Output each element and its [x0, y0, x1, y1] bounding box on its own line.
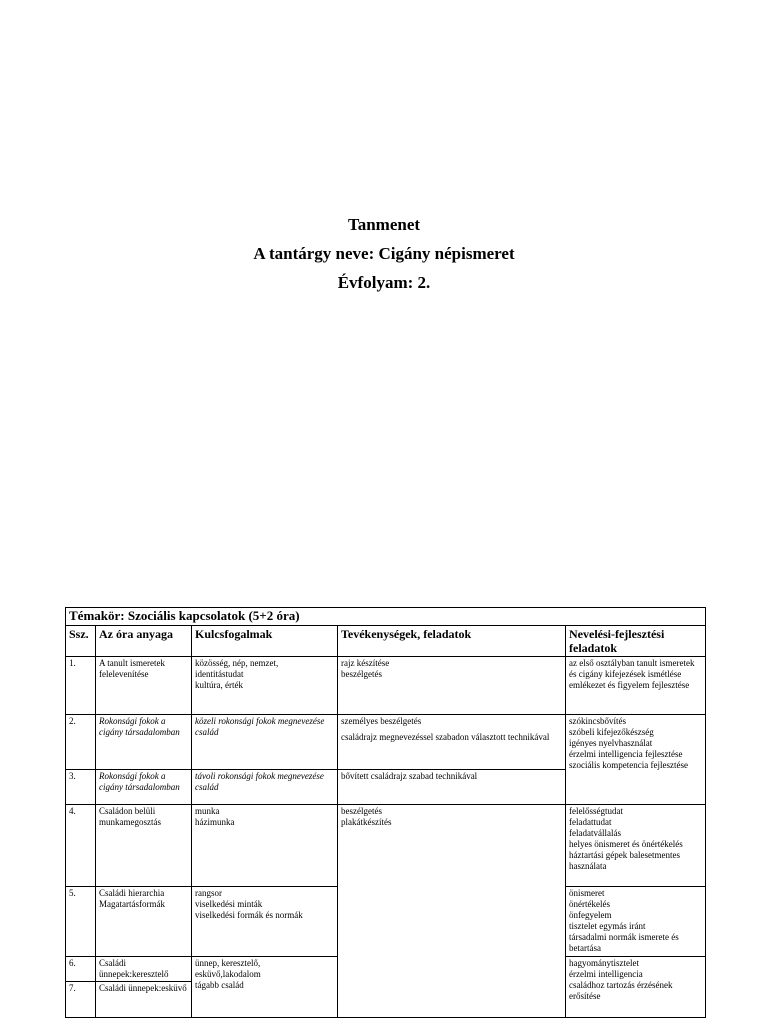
grade-level: Évfolyam: 2. — [337, 273, 431, 292]
row-goals — [566, 887, 706, 957]
concept: távoli rokonsági fokok megnevezése — [195, 771, 324, 781]
row-concepts — [192, 657, 338, 715]
row-material: Családi ünnepek:keresztelő — [96, 957, 192, 982]
row-number: 5. — [66, 887, 96, 957]
column-header-material: Az óra anyaga — [96, 626, 192, 657]
row-activities — [338, 657, 566, 715]
goal: társadalmi normák ismerete és betartása — [569, 932, 679, 953]
goal: szóbeli kifejezőkészség — [569, 727, 654, 737]
goal: önértékelés — [569, 899, 610, 909]
activity: bővített családrajz szabad technikával — [341, 771, 478, 781]
goal: családhoz tartozás érzésének erősítése — [569, 980, 673, 1001]
concept: rangsor — [195, 888, 222, 898]
goal: az első osztályban tanult ismeretek és cigány kifejezések ismétlése — [569, 658, 695, 679]
row-goals — [566, 957, 706, 1018]
concept: házimunka — [195, 817, 235, 827]
row-concepts — [192, 715, 338, 770]
concept: identitástudat — [195, 669, 244, 679]
concept: család — [195, 727, 219, 737]
header-row — [66, 626, 706, 657]
row-number: 1. — [66, 657, 96, 715]
row-material: Családi ünnepek:esküvő — [96, 982, 192, 1018]
activity: rajz készítése — [341, 658, 390, 668]
row-number: 4. — [66, 805, 96, 887]
row-number: 2. — [66, 715, 96, 770]
goal: feladattudat — [569, 817, 612, 827]
column-header-concepts: Kulcsfogalmak — [192, 626, 338, 657]
row-concepts — [192, 887, 338, 957]
row-activities — [338, 770, 566, 805]
row-goals — [566, 805, 706, 887]
activity: beszélgetés — [341, 669, 382, 679]
row-activities — [338, 805, 566, 1018]
lesson-plan-table — [65, 607, 706, 1018]
concept: kultúra, érték — [195, 680, 243, 690]
goal: önismeret — [569, 888, 605, 898]
row-goals — [566, 657, 706, 715]
table-row — [66, 657, 706, 715]
row-number: 6. — [66, 957, 96, 982]
row-concepts — [192, 957, 338, 1018]
topic-row — [66, 608, 706, 626]
activity: személyes beszélgetés — [341, 716, 422, 726]
goal: szociális kompetencia fejlesztése — [569, 760, 688, 770]
goal: emlékezet és figyelem fejlesztése — [569, 680, 690, 690]
activity: plakátkészítés — [341, 817, 392, 827]
concept: közösség, nép, nemzet, — [195, 658, 279, 668]
column-header-goals: Nevelési-fejlesztési feladatok — [566, 626, 706, 657]
goal: háztartási gépek balesetmentes használata — [569, 850, 680, 871]
goal: felelősségtudat — [569, 806, 623, 816]
row-material: Családi hierarchia Magatartásformák — [96, 887, 192, 957]
table-row — [66, 805, 706, 887]
concept: család — [195, 782, 219, 792]
concept: ünnep, keresztelő, — [195, 958, 261, 968]
row-goals — [566, 715, 706, 805]
row-material: Rokonsági fokok a cigány társadalomban — [96, 715, 192, 770]
page-title: Tanmenet — [347, 215, 421, 234]
row-number: 7. — [66, 982, 96, 1018]
subject-name: A tantárgy neve: Cigány népismeret — [253, 244, 515, 263]
concept: tágabb család — [195, 980, 244, 990]
row-material: Rokonsági fokok a cigány társadalomban — [96, 770, 192, 805]
goal: hagyománytisztelet — [569, 958, 639, 968]
row-concepts — [192, 805, 338, 887]
goal: helyes önismeret és önértékelés — [569, 839, 683, 849]
table-row — [66, 715, 706, 770]
goal: tisztelet egymás iránt — [569, 921, 646, 931]
goal: szókincsbővítés — [569, 716, 626, 726]
row-material: A tanult ismeretek felelevenítése — [96, 657, 192, 715]
concept: közeli rokonsági fokok megnevezése — [195, 716, 325, 726]
title-block — [0, 210, 768, 297]
row-concepts — [192, 770, 338, 805]
concept: munka — [195, 806, 220, 816]
goal: önfegyelem — [569, 910, 612, 920]
concept: viselkedési minták — [195, 899, 263, 909]
activity: beszélgetés — [341, 806, 382, 816]
concept: esküvő,lakodalom — [195, 969, 261, 979]
row-number: 3. — [66, 770, 96, 805]
column-header-number: Ssz. — [66, 626, 96, 657]
row-activities — [338, 715, 566, 770]
row-material: Családon belüli munkamegosztás — [96, 805, 192, 887]
activity: családrajz megnevezéssel szabadon választott technikával — [341, 732, 550, 742]
goal: igényes nyelvhasználat — [569, 738, 653, 748]
topic-title: Témakör: Szociális kapcsolatok (5+2 óra) — [66, 608, 706, 626]
goal: feladatvállalás — [569, 828, 621, 838]
goal: érzelmi intelligencia — [569, 969, 643, 979]
column-header-activities: Tevékenységek, feladatok — [338, 626, 566, 657]
goal: érzelmi intelligencia fejlesztése — [569, 749, 683, 759]
concept: viselkedési formák és normák — [195, 910, 303, 920]
